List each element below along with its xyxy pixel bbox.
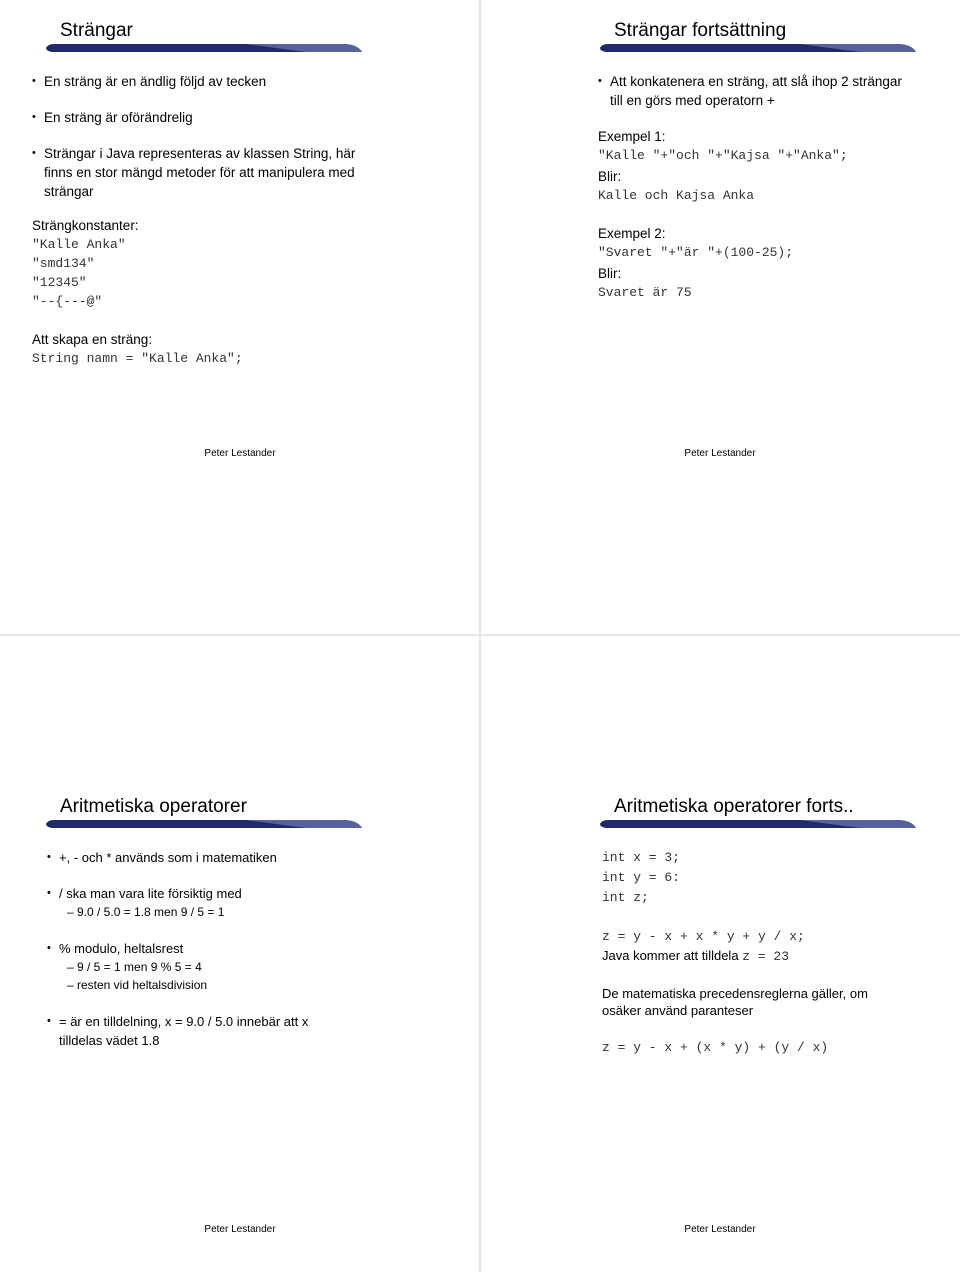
- constant-line: ″Kalle Anka″: [32, 237, 126, 252]
- constants-label: Strängkonstanter:: [32, 218, 139, 233]
- slide-content: [32, 72, 452, 368]
- example1-result-label: Blir:: [598, 169, 622, 184]
- precedence-text: De matematiska precedensreglerna gäller, om osäker använd paranteser: [602, 986, 868, 1018]
- constant-line: ″12345″: [32, 275, 87, 290]
- create-label: Att skapa en sträng:: [32, 332, 153, 347]
- slide-title: Aritmetiska operatorer: [60, 796, 247, 817]
- slide-title: Strängar: [60, 20, 133, 41]
- example1-code: ″Kalle ″+″och ″+″Kajsa ″+″Anka″;: [598, 148, 848, 163]
- bullet-item: • = är en tilldelning, x = 9.0 / 5.0 innebär att x tilldelas vädet 1.8: [47, 1012, 347, 1050]
- bullet-item: • Att konkatenera en sträng, att slå ihop 2 strängar till en görs med operatorn +: [598, 72, 918, 110]
- code-line: int x = 3;: [602, 850, 681, 865]
- slide-content: [47, 848, 347, 1067]
- footer-author: Peter Lestander: [204, 1224, 276, 1235]
- sub-item: – 9 / 5 = 1 men 9 % 5 = 4: [27, 958, 347, 976]
- constant-line: ″smd134″: [32, 256, 95, 271]
- java-result-code: z = 23: [742, 949, 789, 964]
- footer-author: Peter Lestander: [204, 448, 276, 459]
- title-underline-bar: [600, 820, 916, 828]
- expression-line: z = y - x + x * y + y / x;: [602, 929, 805, 944]
- example2-result-label: Blir:: [598, 266, 622, 281]
- title-underline-bar: [46, 820, 362, 828]
- bullet-item: • Strängar i Java representeras av klassen String, här finns en stor mängd metoder för att manipulera med strängar: [32, 144, 374, 201]
- example2-label: Exempel 2:: [598, 226, 666, 241]
- slide-content: [598, 72, 918, 302]
- code-line: int z;: [602, 890, 649, 905]
- sub-item: – resten vid heltalsdivision: [27, 976, 347, 994]
- bullet-item: • +, - och * används som i matematiken: [47, 848, 347, 867]
- bullet-item: • / ska man vara lite försiktig med: [47, 884, 347, 903]
- constant-line: ″--{---@″: [32, 294, 103, 309]
- title-underline-bar: [600, 44, 916, 52]
- footer-author: Peter Lestander: [684, 448, 756, 459]
- java-result-line: [602, 946, 902, 966]
- example1-label: Exempel 1:: [598, 129, 666, 144]
- sub-item: – 9.0 / 5.0 = 1.8 men 9 / 5 = 1: [27, 903, 347, 921]
- slide-aritmetiska-operatorer: [0, 636, 480, 1272]
- example1-result: Kalle och Kajsa Anka: [598, 188, 755, 203]
- slide-title: Aritmetiska operatorer forts..: [614, 796, 854, 817]
- expression-line: z = y - x + (x * y) + (y / x): [602, 1040, 829, 1055]
- slide-aritmetiska-operatorer-forts: [480, 636, 960, 1272]
- bullet-item: • En sträng är en ändlig följd av tecken: [32, 72, 452, 91]
- slide-strangar: [0, 0, 480, 636]
- bullet-item: • % modulo, heltalsrest: [47, 939, 347, 958]
- slide-strangar-fortsattning: [480, 0, 960, 636]
- footer-author: Peter Lestander: [684, 1224, 756, 1235]
- code-line: int y = 6:: [602, 870, 681, 885]
- create-code: String namn = ″Kalle Anka″;: [32, 351, 243, 366]
- title-underline-bar: [46, 44, 362, 52]
- example2-result: Svaret är 75: [598, 285, 692, 300]
- java-result-text: Java kommer att tilldela: [602, 948, 739, 963]
- bullet-item: • En sträng är oförändrelig: [32, 108, 452, 127]
- slide-title: Strängar fortsättning: [614, 20, 787, 41]
- example2-code: ″Svaret ″+″är ″+(100-25);: [598, 245, 794, 260]
- slide-content: [602, 848, 902, 1057]
